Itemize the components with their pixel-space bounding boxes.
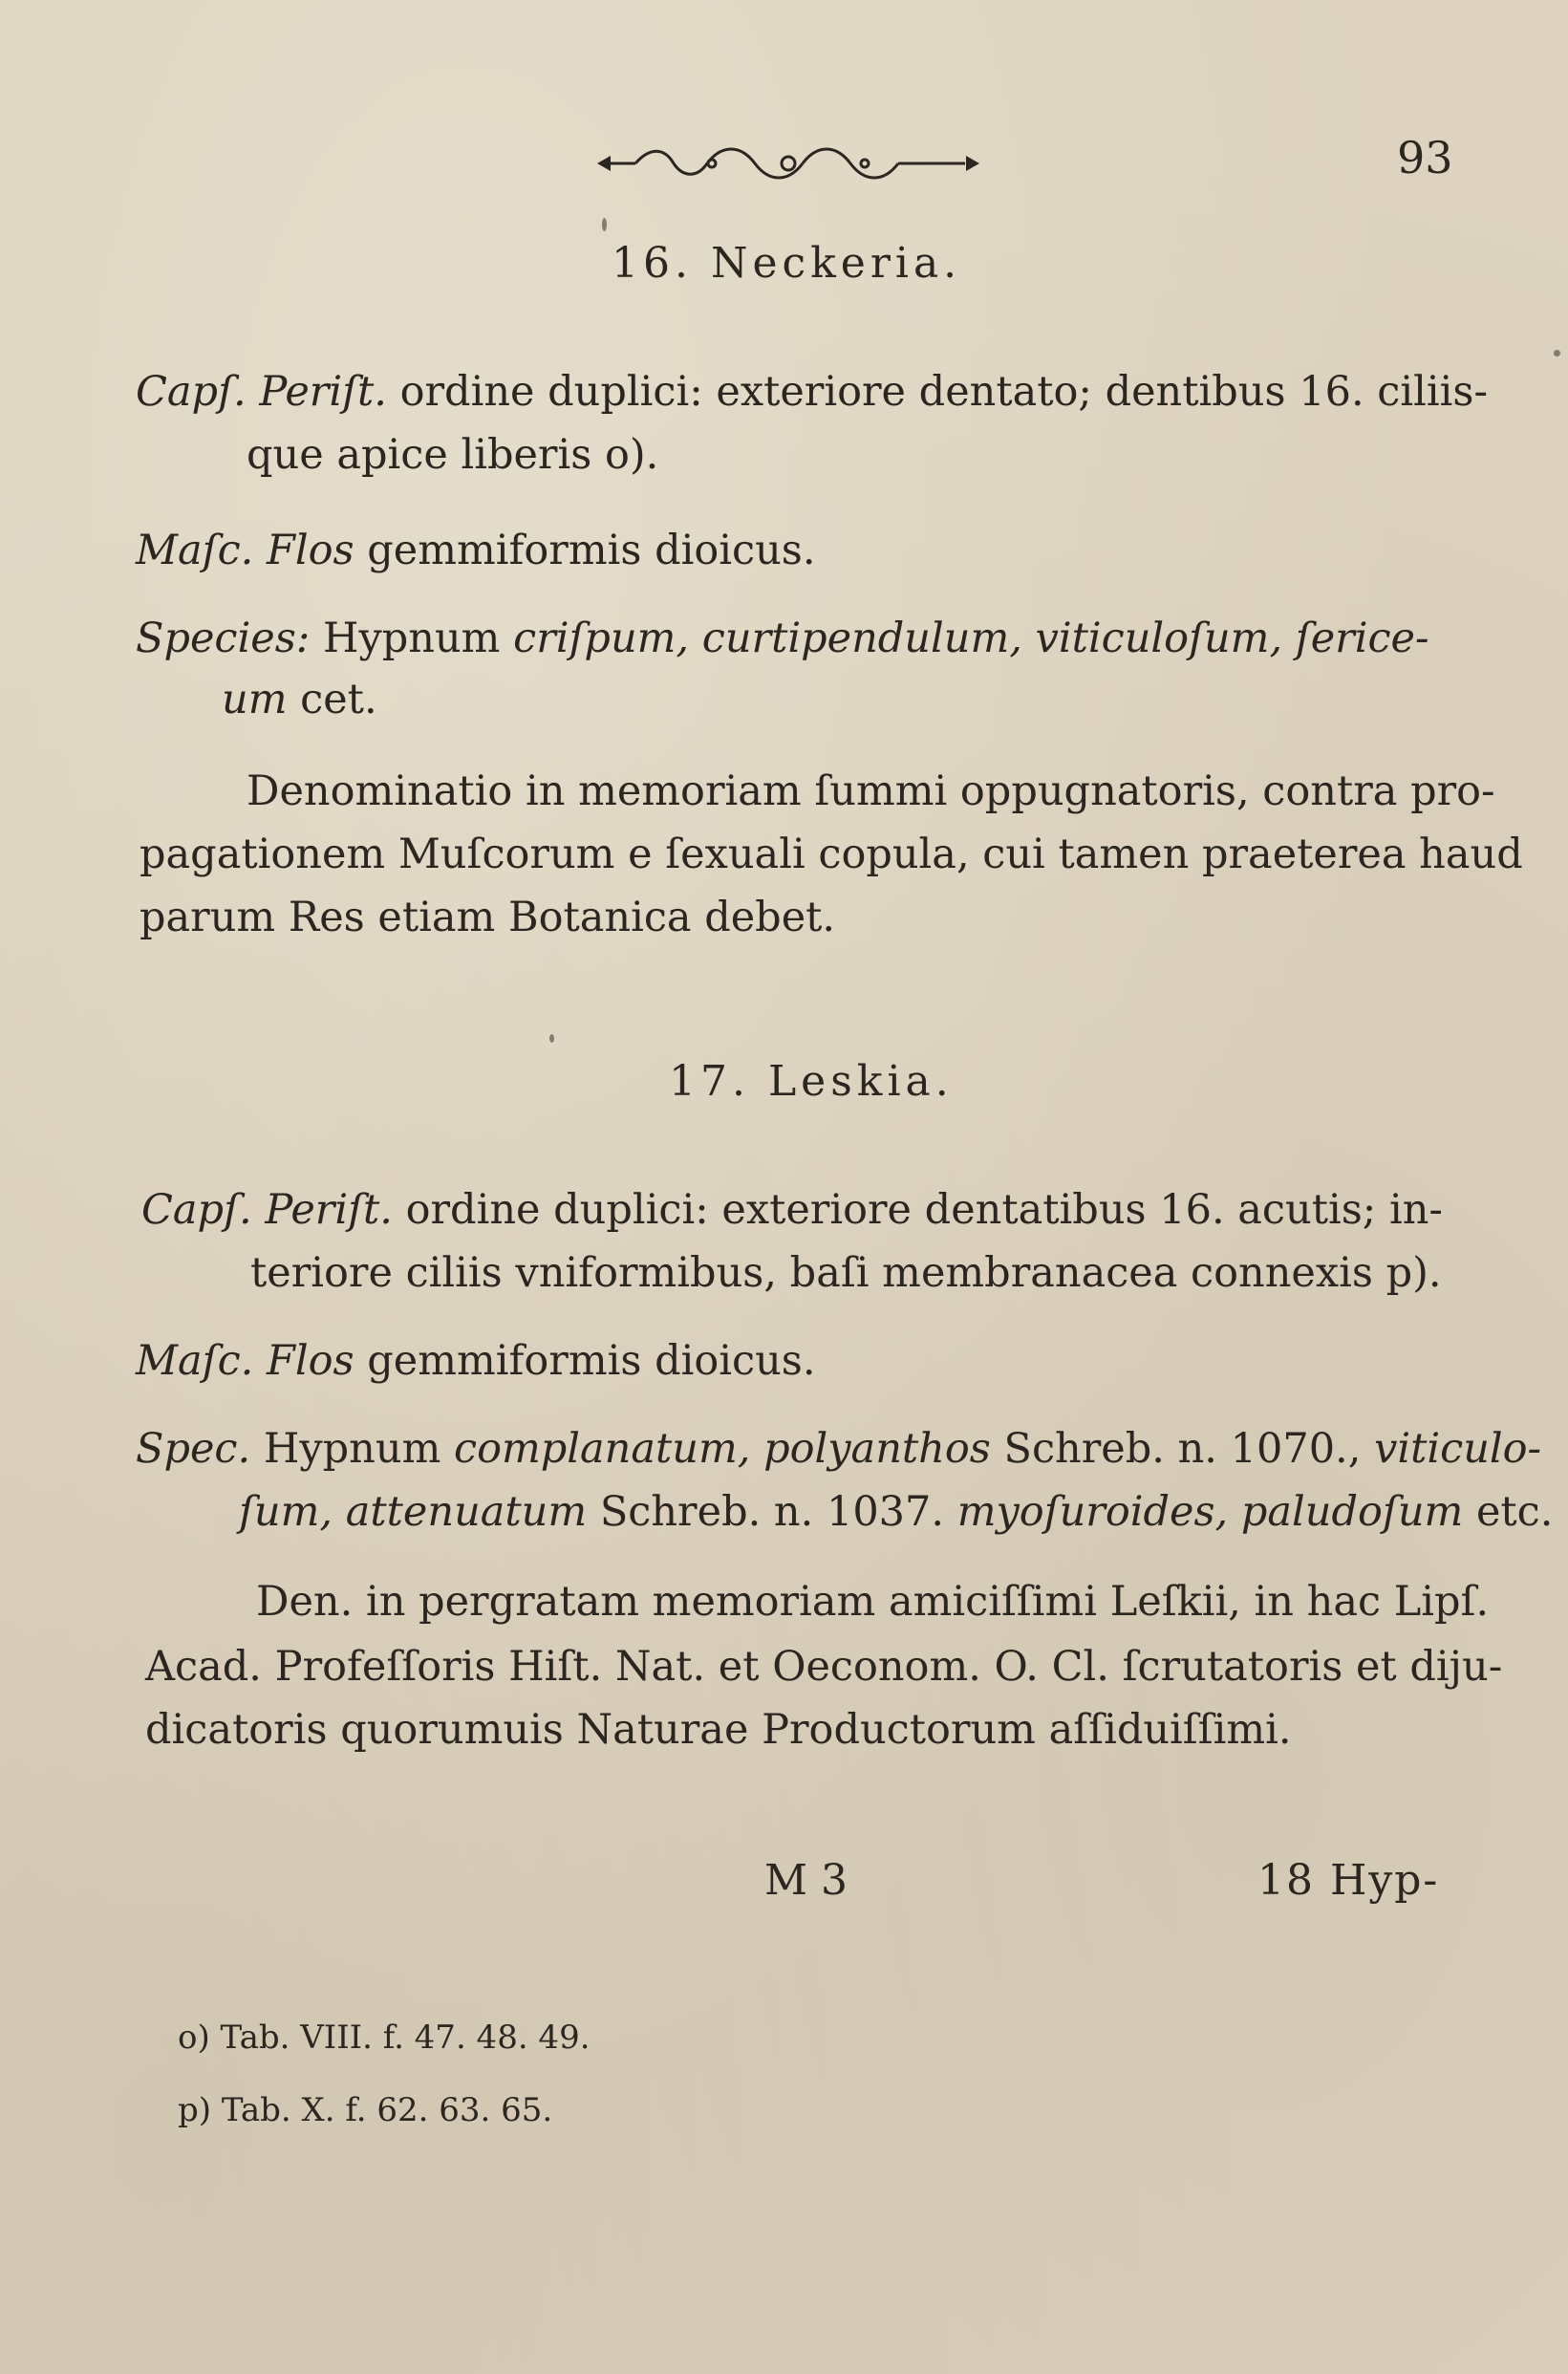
neckeria-masc-line	[136, 524, 816, 577]
species-reference: Schreb. n. 1070.,	[1003, 1425, 1362, 1473]
species-name: paludoſum	[1240, 1488, 1464, 1536]
page-number: 93	[1397, 132, 1453, 183]
species-genus: Hypnum	[322, 615, 501, 662]
species-name: viticuloſum,	[1035, 615, 1283, 662]
section-heading-neckeria: 16. Neckeria.	[612, 239, 962, 288]
leskia-note-line: Den. in pergratam memoriam amiciſſimi Leſkii, in hac Lipſ.	[256, 1578, 1490, 1626]
species-name: myoſuroides,	[956, 1488, 1229, 1536]
neckeria-note-line: Denominatio in memoriam ſummi oppugnatoris, contra pro-	[247, 767, 1495, 815]
species-name: viticulo-	[1374, 1425, 1542, 1473]
masc-label: Maſc. Flos	[136, 1337, 354, 1385]
neckeria-note-line: pagationem Muſcorum e ſexuali copula, cui tamen praeterea haud	[140, 831, 1523, 878]
species-name: polyanthos	[763, 1425, 991, 1473]
species-tail: etc.	[1475, 1488, 1554, 1536]
neckeria-note-line: parum Res etiam Botanica debet.	[140, 894, 836, 941]
species-tail: cet.	[300, 676, 377, 723]
signature-mark: M 3	[764, 1856, 848, 1905]
footnote: o) Tab. VIII. f. 47. 48. 49.	[178, 2018, 591, 2057]
section-heading-leskia: 17. Leskia.	[669, 1057, 954, 1106]
species-label: Species:	[136, 615, 311, 662]
leskia-species-line-2	[239, 1485, 1553, 1539]
leskia-note-line: Acad. Profeſſoris Hiſt. Nat. et Oeconom. O. Cl. ſcrutatoris et diju-	[145, 1643, 1503, 1691]
species-label: Spec.	[136, 1425, 251, 1473]
masc-text: gemmiformis dioicus.	[367, 1337, 816, 1385]
capsule-text: ordine duplici: exteriore dentato; dentibus 16. ciliis-	[399, 368, 1488, 416]
masc-text: gemmiformis dioicus.	[367, 527, 816, 574]
ink-speck	[602, 218, 607, 231]
species-name: complanatum,	[454, 1425, 751, 1473]
species-genus: Hypnum	[263, 1425, 441, 1473]
capsule-label: Capſ. Periſt.	[141, 1186, 393, 1234]
catchword: 18 Hyp-	[1257, 1856, 1440, 1905]
neckeria-capsule-line	[136, 365, 1488, 419]
leskia-species-line	[136, 1422, 1541, 1476]
species-name-cont: ſum,	[239, 1488, 333, 1536]
leskia-capsule-line	[141, 1183, 1443, 1237]
species-name: criſpum,	[513, 615, 690, 662]
masc-label: Maſc. Flos	[136, 527, 354, 574]
species-reference: Schreb. n. 1037.	[599, 1488, 945, 1536]
species-name: attenuatum	[345, 1488, 588, 1536]
neckeria-species-line	[136, 612, 1429, 665]
capsule-label: Capſ. Periſt.	[136, 368, 387, 416]
header-ornament-icon	[597, 140, 979, 187]
ink-speck	[549, 1034, 554, 1043]
leskia-note-line: dicatoris quorumuis Naturae Productorum aſſiduiſſimi.	[145, 1706, 1292, 1754]
footnote: p) Tab. X. f. 62. 63. 65.	[178, 2091, 553, 2129]
leskia-capsule-line-2: teriore ciliis vniformibus, baſi membranacea connexis p).	[250, 1249, 1442, 1297]
neckeria-species-line-2	[222, 673, 377, 726]
neckeria-capsule-line-2: que apice liberis o).	[247, 431, 659, 479]
species-name-cont: um	[222, 676, 288, 723]
capsule-text: ordine duplici: exteriore dentatibus 16. acutis; in-	[405, 1186, 1443, 1234]
species-name: curtipendulum,	[701, 615, 1022, 662]
species-name: ſerice-	[1295, 615, 1429, 662]
leskia-masc-line	[136, 1334, 816, 1388]
ink-speck	[1554, 350, 1560, 356]
